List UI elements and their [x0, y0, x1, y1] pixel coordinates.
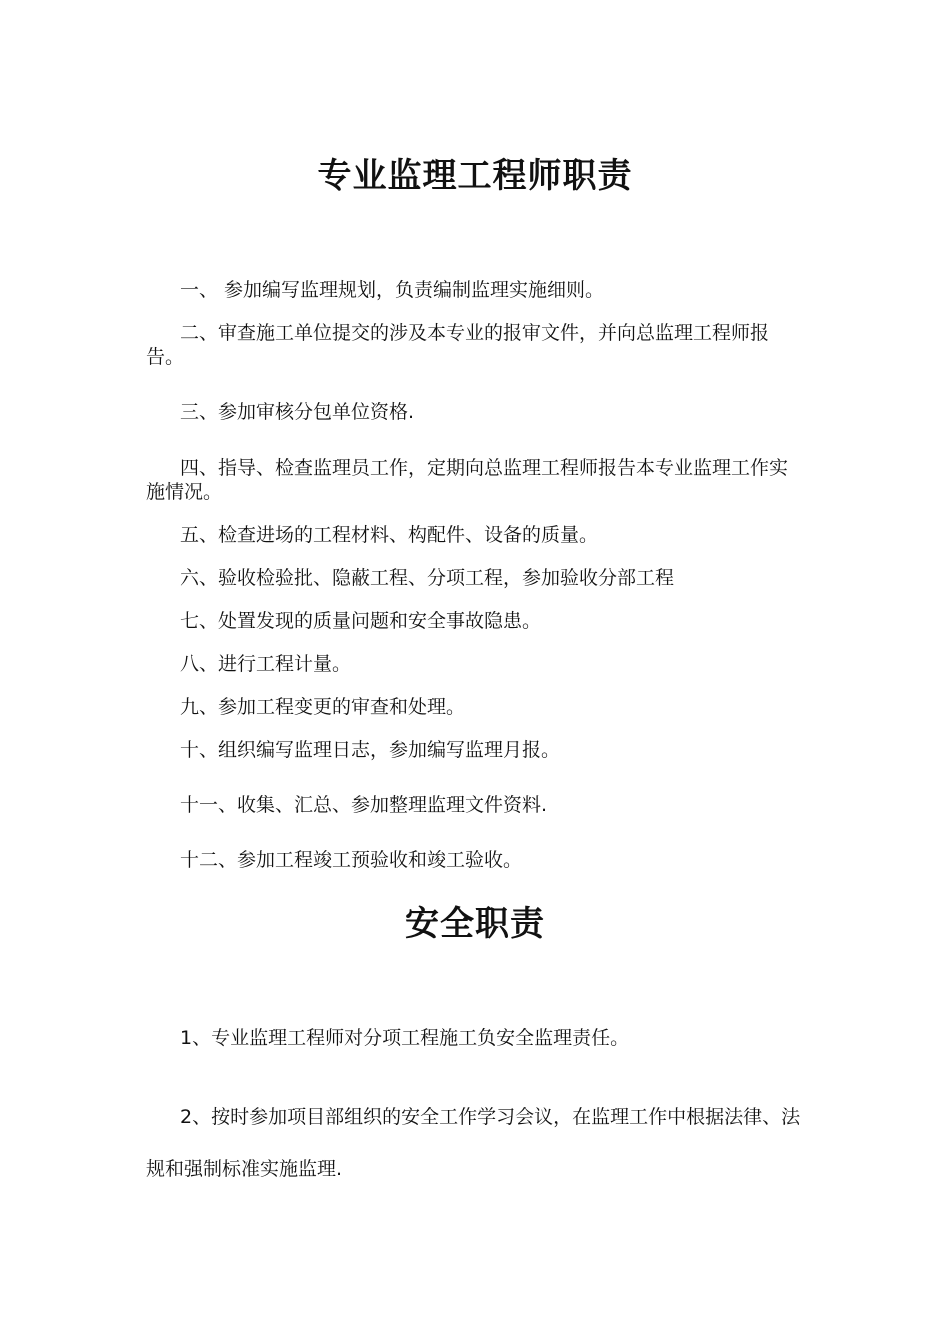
safety-item-1: 1、专业监理工程师对分项工程施工负安全监理责任。	[180, 1027, 630, 1049]
duty-item-4: 四、指导、检查监理员工作，定期向总监理工程师报告本专业监理工作实施情况。	[146, 457, 789, 503]
safety-item-2: 2、按时参加项目部组织的安全工作学习会议，在监理工作中根据法律、法规和强制标准实施监理.	[146, 1106, 801, 1180]
duty-item-8: 八、进行工程计量。	[180, 653, 352, 675]
duty-item-12: 十二、参加工程竣工预验收和竣工验收。	[180, 849, 523, 871]
section-title-supervision-engineer: 专业监理工程师职责	[317, 156, 633, 196]
duty-item-5: 五、检查进场的工程材料、构配件、设备的质量。	[180, 524, 599, 546]
duty-item-9: 九、参加工程变更的审查和处理。	[180, 696, 466, 718]
duty-item-11: 十一、收集、汇总、参加整理监理文件资料.	[180, 794, 548, 816]
duty-item-7: 七、处置发现的质量问题和安全事故隐患。	[180, 610, 542, 632]
duty-item-1: 一、 参加编写监理规划，负责编制监理实施细则。	[180, 279, 605, 301]
duty-item-6: 六、验收检验批、隐蔽工程、分项工程，参加验收分部工程	[180, 567, 675, 589]
section-title-safety: 安全职责	[405, 904, 545, 944]
duty-item-3: 三、参加审核分包单位资格.	[180, 401, 415, 423]
duty-item-10: 十、组织编写监理日志，参加编写监理月报。	[180, 739, 561, 761]
duty-item-2: 二、审查施工单位提交的涉及本专业的报审文件，并向总监理工程师报告。	[146, 322, 770, 368]
